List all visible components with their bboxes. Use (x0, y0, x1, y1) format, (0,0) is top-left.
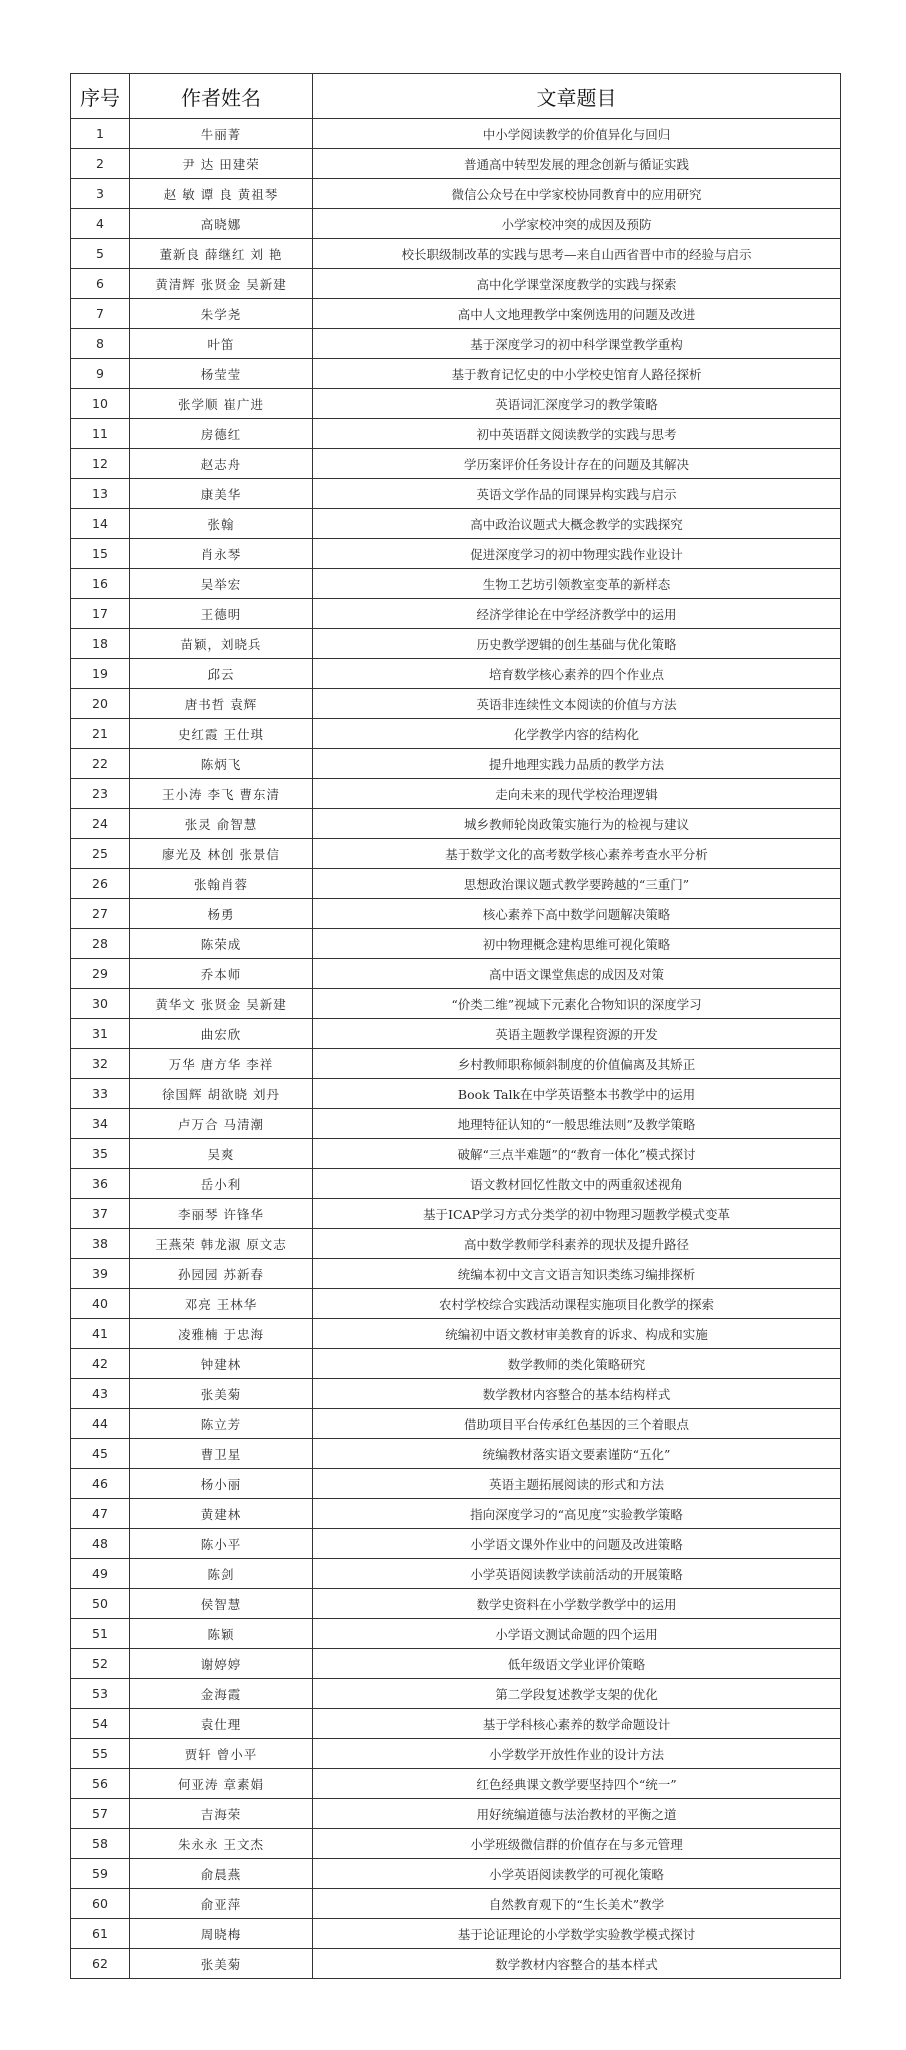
row-article-title: 第二学段复述教学支架的优化 (313, 1679, 841, 1709)
row-article-title: 初中物理概念建构思维可视化策略 (313, 929, 841, 959)
table-row (71, 809, 841, 839)
row-article-title: 高中语文课堂焦虑的成因及对策 (313, 959, 841, 989)
header-author-name: 作者姓名 (130, 74, 313, 119)
row-article-title: 基于数学文化的高考数学核心素养考查水平分析 (313, 839, 841, 869)
row-article-title: 数学史资料在小学数学教学中的运用 (313, 1589, 841, 1619)
row-article-title: 借助项目平台传承红色基因的三个着眼点 (313, 1409, 841, 1439)
table-row (71, 629, 841, 659)
row-article-title: 高中化学课堂深度教学的实践与探索 (313, 269, 841, 299)
table-row (71, 1349, 841, 1379)
row-article-title: 英语词汇深度学习的教学策略 (313, 389, 841, 419)
row-article-title: 红色经典课文教学要坚持四个“统一” (313, 1769, 841, 1799)
row-article-title: 指向深度学习的“高见度”实验教学策略 (313, 1499, 841, 1529)
row-article-title: 英语主题教学课程资源的开发 (313, 1019, 841, 1049)
row-article-title: 统编教材落实语文要素谨防“五化” (313, 1439, 841, 1469)
row-serial-number: 44 (71, 1409, 130, 1439)
row-author-name: 金海霞 (130, 1679, 313, 1709)
row-article-title: 基于论证理论的小学数学实验教学模式探讨 (313, 1919, 841, 1949)
row-article-title: 基于深度学习的初中科学课堂教学重构 (313, 329, 841, 359)
row-author-name: 邱云 (130, 659, 313, 689)
row-author-name: 王德明 (130, 599, 313, 629)
table-row (71, 1469, 841, 1499)
row-author-name: 凌雅楠 于忠海 (130, 1319, 313, 1349)
row-serial-number: 2 (71, 149, 130, 179)
row-serial-number: 31 (71, 1019, 130, 1049)
table-row (71, 1289, 841, 1319)
row-author-name: 陈小平 (130, 1529, 313, 1559)
row-serial-number: 57 (71, 1799, 130, 1829)
row-serial-number: 36 (71, 1169, 130, 1199)
row-article-title: 初中英语群文阅读教学的实践与思考 (313, 419, 841, 449)
table-row (71, 779, 841, 809)
table-row (71, 1799, 841, 1829)
table-row (71, 1109, 841, 1139)
row-serial-number: 59 (71, 1859, 130, 1889)
row-serial-number: 12 (71, 449, 130, 479)
table-row (71, 899, 841, 929)
table-row (71, 479, 841, 509)
row-article-title: 统编初中语文教材审美教育的诉求、构成和实施 (313, 1319, 841, 1349)
table-row (71, 1679, 841, 1709)
table-header-row (71, 74, 841, 119)
row-serial-number: 55 (71, 1739, 130, 1769)
header-serial-number: 序号 (71, 74, 130, 119)
row-article-title: “价类二维”视域下元素化合物知识的深度学习 (313, 989, 841, 1019)
row-serial-number: 51 (71, 1619, 130, 1649)
row-author-name: 贾轩 曾小平 (130, 1739, 313, 1769)
article-list-table (70, 73, 841, 1979)
row-serial-number: 1 (71, 119, 130, 149)
row-author-name: 唐书哲 袁辉 (130, 689, 313, 719)
row-article-title: 校长职级制改革的实践与思考—来自山西省晋中市的经验与启示 (313, 239, 841, 269)
row-author-name: 赵 敏 谭 良 黄祖琴 (130, 179, 313, 209)
table-row (71, 449, 841, 479)
table-row (71, 839, 841, 869)
row-article-title: 破解“三点半难题”的“教育一体化”模式探讨 (313, 1139, 841, 1169)
row-article-title: 基于ICAP学习方式分类学的初中物理习题教学模式变革 (313, 1199, 841, 1229)
table-row (71, 269, 841, 299)
row-author-name: 张灵 俞智慧 (130, 809, 313, 839)
row-author-name: 吉海荣 (130, 1799, 313, 1829)
row-article-title: 小学英语阅读教学读前活动的开展策略 (313, 1559, 841, 1589)
table-row (71, 1199, 841, 1229)
table-row (71, 239, 841, 269)
table-row (71, 419, 841, 449)
row-author-name: 乔本师 (130, 959, 313, 989)
row-author-name: 陈荣成 (130, 929, 313, 959)
row-serial-number: 60 (71, 1889, 130, 1919)
row-serial-number: 41 (71, 1319, 130, 1349)
table-row (71, 1229, 841, 1259)
row-serial-number: 24 (71, 809, 130, 839)
row-serial-number: 40 (71, 1289, 130, 1319)
row-author-name: 苗颖，刘晓兵 (130, 629, 313, 659)
row-author-name: 高晓娜 (130, 209, 313, 239)
row-author-name: 何亚涛 章素娟 (130, 1769, 313, 1799)
row-author-name: 尹 达 田建荣 (130, 149, 313, 179)
row-author-name: 吴爽 (130, 1139, 313, 1169)
table-row (71, 569, 841, 599)
row-author-name: 卢万合 马清潮 (130, 1109, 313, 1139)
row-article-title: 乡村教师职称倾斜制度的价值偏离及其矫正 (313, 1049, 841, 1079)
row-serial-number: 35 (71, 1139, 130, 1169)
row-serial-number: 39 (71, 1259, 130, 1289)
row-serial-number: 25 (71, 839, 130, 869)
row-author-name: 谢婷婷 (130, 1649, 313, 1679)
row-author-name: 李丽琴 许锋华 (130, 1199, 313, 1229)
row-author-name: 张学顺 崔广进 (130, 389, 313, 419)
row-author-name: 侯智慧 (130, 1589, 313, 1619)
row-author-name: 房德红 (130, 419, 313, 449)
table-row (71, 599, 841, 629)
row-author-name: 王燕荣 韩龙淑 原文志 (130, 1229, 313, 1259)
row-article-title: 小学家校冲突的成因及预防 (313, 209, 841, 239)
row-article-title: 学历案评价任务设计存在的问题及其解决 (313, 449, 841, 479)
row-article-title: 核心素养下高中数学问题解决策略 (313, 899, 841, 929)
row-serial-number: 21 (71, 719, 130, 749)
row-article-title: 自然教育观下的“生长美术”教学 (313, 1889, 841, 1919)
row-author-name: 肖永琴 (130, 539, 313, 569)
table-row (71, 1769, 841, 1799)
row-author-name: 俞亚萍 (130, 1889, 313, 1919)
table-row (71, 1949, 841, 1979)
row-article-title: 培育数学核心素养的四个作业点 (313, 659, 841, 689)
table-row (71, 1619, 841, 1649)
table-row (71, 1709, 841, 1739)
row-serial-number: 54 (71, 1709, 130, 1739)
table-row (71, 1919, 841, 1949)
row-serial-number: 23 (71, 779, 130, 809)
row-article-title: 用好统编道德与法治教材的平衡之道 (313, 1799, 841, 1829)
row-author-name: 王小涛 李飞 曹东清 (130, 779, 313, 809)
table-row (71, 389, 841, 419)
row-serial-number: 30 (71, 989, 130, 1019)
row-article-title: 提升地理实践力品质的教学方法 (313, 749, 841, 779)
row-author-name: 张翰 (130, 509, 313, 539)
row-author-name: 钟建林 (130, 1349, 313, 1379)
table-row (71, 1439, 841, 1469)
row-author-name: 陈炳飞 (130, 749, 313, 779)
row-author-name: 赵志舟 (130, 449, 313, 479)
row-author-name: 曲宏欣 (130, 1019, 313, 1049)
row-serial-number: 19 (71, 659, 130, 689)
table-row (71, 1559, 841, 1589)
row-serial-number: 47 (71, 1499, 130, 1529)
table-row (71, 659, 841, 689)
row-article-title: 统编本初中文言文语言知识类练习编排探析 (313, 1259, 841, 1289)
row-author-name: 黄华文 张贤金 吴新建 (130, 989, 313, 1019)
row-serial-number: 5 (71, 239, 130, 269)
row-article-title: 小学班级微信群的价值存在与多元管理 (313, 1829, 841, 1859)
row-author-name: 曹卫星 (130, 1439, 313, 1469)
row-serial-number: 42 (71, 1349, 130, 1379)
row-author-name: 陈剑 (130, 1559, 313, 1589)
table-row (71, 1649, 841, 1679)
row-article-title: 小学语文测试命题的四个运用 (313, 1619, 841, 1649)
row-author-name: 叶笛 (130, 329, 313, 359)
row-article-title: 思想政治课议题式教学要跨越的“三重门” (313, 869, 841, 899)
row-serial-number: 7 (71, 299, 130, 329)
row-author-name: 徐国辉 胡欲晓 刘丹 (130, 1079, 313, 1109)
row-serial-number: 8 (71, 329, 130, 359)
row-author-name: 朱永永 王文杰 (130, 1829, 313, 1859)
table-row (71, 299, 841, 329)
row-article-title: 促进深度学习的初中物理实践作业设计 (313, 539, 841, 569)
row-article-title: 普通高中转型发展的理念创新与循证实践 (313, 149, 841, 179)
row-article-title: 基于教育记忆史的中小学校史馆育人路径探析 (313, 359, 841, 389)
row-serial-number: 18 (71, 629, 130, 659)
row-serial-number: 32 (71, 1049, 130, 1079)
row-article-title: 农村学校综合实践活动课程实施项目化教学的探索 (313, 1289, 841, 1319)
row-article-title: 英语文学作品的同课异构实践与启示 (313, 479, 841, 509)
row-author-name: 邓亮 王林华 (130, 1289, 313, 1319)
table-row (71, 1529, 841, 1559)
table-row (71, 959, 841, 989)
table-row (71, 1079, 841, 1109)
table-row (71, 1379, 841, 1409)
row-article-title: 生物工艺坊引领教室变革的新样态 (313, 569, 841, 599)
row-serial-number: 52 (71, 1649, 130, 1679)
header-article-title: 文章题目 (313, 74, 841, 119)
row-article-title: 高中数学教师学科素养的现状及提升路径 (313, 1229, 841, 1259)
row-serial-number: 15 (71, 539, 130, 569)
row-serial-number: 34 (71, 1109, 130, 1139)
row-article-title: Book Talk在中学英语整本书教学中的运用 (313, 1079, 841, 1109)
row-author-name: 陈立芳 (130, 1409, 313, 1439)
row-serial-number: 16 (71, 569, 130, 599)
row-author-name: 史红霞 王仕琪 (130, 719, 313, 749)
table-row (71, 1889, 841, 1919)
row-article-title: 英语主题拓展阅读的形式和方法 (313, 1469, 841, 1499)
row-serial-number: 62 (71, 1949, 130, 1979)
row-serial-number: 22 (71, 749, 130, 779)
row-article-title: 走向未来的现代学校治理逻辑 (313, 779, 841, 809)
row-author-name: 康美华 (130, 479, 313, 509)
table-row (71, 1499, 841, 1529)
row-serial-number: 61 (71, 1919, 130, 1949)
row-article-title: 经济学律论在中学经济教学中的运用 (313, 599, 841, 629)
row-author-name: 张美菊 (130, 1949, 313, 1979)
row-author-name: 陈颖 (130, 1619, 313, 1649)
table-row (71, 719, 841, 749)
row-article-title: 数学教师的类化策略研究 (313, 1349, 841, 1379)
row-serial-number: 3 (71, 179, 130, 209)
table-row (71, 1139, 841, 1169)
table-row (71, 1049, 841, 1079)
row-article-title: 小学语文课外作业中的问题及改进策略 (313, 1529, 841, 1559)
table-row (71, 869, 841, 899)
row-article-title: 高中政治议题式大概念教学的实践探究 (313, 509, 841, 539)
row-author-name: 黄建林 (130, 1499, 313, 1529)
row-serial-number: 11 (71, 419, 130, 449)
row-author-name: 杨小丽 (130, 1469, 313, 1499)
row-serial-number: 4 (71, 209, 130, 239)
row-author-name: 张翰肖蓉 (130, 869, 313, 899)
table-row (71, 509, 841, 539)
table-row (71, 1409, 841, 1439)
table-row (71, 1019, 841, 1049)
row-author-name: 岳小利 (130, 1169, 313, 1199)
row-article-title: 历史教学逻辑的创生基础与优化策略 (313, 629, 841, 659)
row-serial-number: 49 (71, 1559, 130, 1589)
row-serial-number: 20 (71, 689, 130, 719)
table-row (71, 1739, 841, 1769)
row-article-title: 基于学科核心素养的数学命题设计 (313, 1709, 841, 1739)
row-serial-number: 45 (71, 1439, 130, 1469)
row-article-title: 数学教材内容整合的基本样式 (313, 1949, 841, 1979)
row-article-title: 小学英语阅读教学的可视化策略 (313, 1859, 841, 1889)
row-article-title: 小学数学开放性作业的设计方法 (313, 1739, 841, 1769)
row-author-name: 吴举宏 (130, 569, 313, 599)
row-serial-number: 29 (71, 959, 130, 989)
row-serial-number: 56 (71, 1769, 130, 1799)
table-row (71, 539, 841, 569)
row-serial-number: 6 (71, 269, 130, 299)
row-serial-number: 38 (71, 1229, 130, 1259)
row-author-name: 牛丽菁 (130, 119, 313, 149)
row-serial-number: 46 (71, 1469, 130, 1499)
table-row (71, 1259, 841, 1289)
row-author-name: 董新良 薛继红 刘 艳 (130, 239, 313, 269)
row-author-name: 廖光及 林创 张景信 (130, 839, 313, 869)
row-article-title: 英语非连续性文本阅读的价值与方法 (313, 689, 841, 719)
row-serial-number: 33 (71, 1079, 130, 1109)
table-row (71, 329, 841, 359)
row-article-title: 城乡教师轮岗政策实施行为的检视与建议 (313, 809, 841, 839)
row-serial-number: 53 (71, 1679, 130, 1709)
table-row (71, 359, 841, 389)
table-row (71, 179, 841, 209)
row-author-name: 杨勇 (130, 899, 313, 929)
row-serial-number: 28 (71, 929, 130, 959)
table-row (71, 1319, 841, 1349)
row-serial-number: 43 (71, 1379, 130, 1409)
row-author-name: 张美菊 (130, 1379, 313, 1409)
row-article-title: 低年级语文学业评价策略 (313, 1649, 841, 1679)
row-author-name: 俞晨燕 (130, 1859, 313, 1889)
table-row (71, 119, 841, 149)
table-row (71, 689, 841, 719)
row-author-name: 孙园园 苏新春 (130, 1259, 313, 1289)
table-row (71, 1859, 841, 1889)
row-serial-number: 10 (71, 389, 130, 419)
row-article-title: 中小学阅读教学的价值异化与回归 (313, 119, 841, 149)
row-serial-number: 26 (71, 869, 130, 899)
row-serial-number: 58 (71, 1829, 130, 1859)
table-row (71, 1169, 841, 1199)
row-serial-number: 37 (71, 1199, 130, 1229)
row-article-title: 微信公众号在中学家校协同教育中的应用研究 (313, 179, 841, 209)
table-row (71, 749, 841, 779)
row-author-name: 袁仕理 (130, 1709, 313, 1739)
row-serial-number: 27 (71, 899, 130, 929)
row-serial-number: 50 (71, 1589, 130, 1619)
row-serial-number: 9 (71, 359, 130, 389)
row-author-name: 周晓梅 (130, 1919, 313, 1949)
row-article-title: 数学教材内容整合的基本结构样式 (313, 1379, 841, 1409)
table-row (71, 149, 841, 179)
row-article-title: 化学教学内容的结构化 (313, 719, 841, 749)
table-row (71, 209, 841, 239)
row-author-name: 万华 唐方华 李祥 (130, 1049, 313, 1079)
row-serial-number: 14 (71, 509, 130, 539)
row-serial-number: 13 (71, 479, 130, 509)
row-author-name: 黄清辉 张贤金 吴新建 (130, 269, 313, 299)
table-row (71, 989, 841, 1019)
table-body (71, 119, 841, 1979)
row-article-title: 高中人文地理教学中案例选用的问题及改进 (313, 299, 841, 329)
row-article-title: 语文教材回忆性散文中的两重叙述视角 (313, 1169, 841, 1199)
table-row (71, 1829, 841, 1859)
row-serial-number: 17 (71, 599, 130, 629)
row-author-name: 杨莹莹 (130, 359, 313, 389)
row-article-title: 地理特征认知的“一般思维法则”及教学策略 (313, 1109, 841, 1139)
table-row (71, 1589, 841, 1619)
table-row (71, 929, 841, 959)
row-serial-number: 48 (71, 1529, 130, 1559)
row-author-name: 朱学尧 (130, 299, 313, 329)
